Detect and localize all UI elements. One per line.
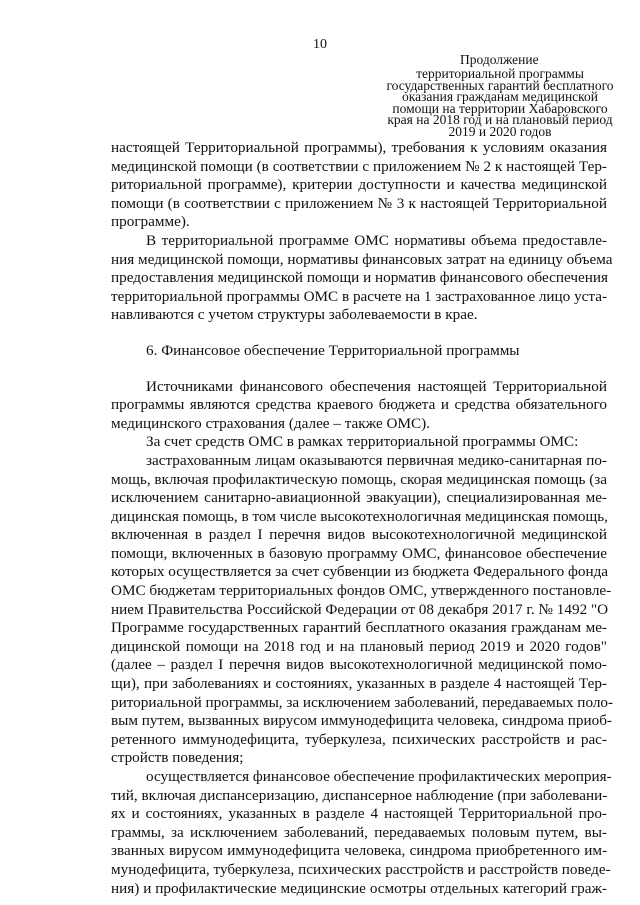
document-header — [380, 68, 620, 137]
text-line: которых осуществляется за счет субвенции из бюджета Федерального фонда — [111, 563, 609, 581]
header-line: 2019 и 2020 годов — [448, 123, 552, 139]
header-line: оказания гражданам медицинской — [401, 89, 599, 104]
text-line: вым путем, вызванных вирусом иммунодефицита человека, синдрома приоб- — [111, 712, 612, 730]
paragraph-gap — [111, 361, 607, 378]
text-line: званных вирусом иммунодефицита человека, синдрома приобретенного им- — [111, 842, 607, 860]
text-line: осуществляется финансовое обеспечение профилактических мероприя- — [146, 768, 612, 785]
text-line: ях и состояниях, указанных в разделе 4 настоящей Территориальной про- — [111, 805, 607, 823]
section-heading: 6. Финансовое обеспечение Территориальной программы — [146, 341, 520, 359]
text-line: дицинской помощи на 2018 год и на плановый период 2019 и 2020 годов" — [111, 637, 607, 655]
page-number: 10 — [313, 37, 327, 52]
text-line: программе). — [111, 213, 190, 231]
text-line: нием Правительства Российской Федерации от 08 декабря 2017 г. № 1492 "О — [111, 600, 609, 618]
text-line: За счет средств ОМС в рамках территориальной программы ОМС: — [146, 433, 579, 451]
text-line: мунодефицита, туберкулеза, психических расстройств и расстройств поведе- — [111, 860, 611, 878]
header-line: территориальной программы — [416, 66, 584, 81]
text-line: настоящей Территориальной программы), требования к условиям оказания — [111, 139, 607, 156]
text-line: помощи (в соответствии с приложением № 3 к настоящей Территориальной — [111, 194, 607, 212]
text-line: застрахованным лицам оказываются первичная медико-санитарная по- — [146, 451, 607, 469]
text-line: медицинской помощи (в соответствии с приложением № 2 к настоящей Тер- — [111, 157, 607, 175]
text-line: стройств поведения; — [111, 749, 244, 767]
header-line: помощи на территории Хабаровского — [392, 100, 608, 116]
body-text — [111, 139, 614, 898]
text-line: граммы, за исключением заболеваний, передаваемых половым путем, вы- — [111, 823, 607, 841]
header-continuation: Продолжение — [460, 52, 539, 67]
text-line: Программе государственных гарантий бесплатного оказания гражданам ме- — [111, 619, 607, 637]
text-line: медицинского страхования (далее – также ОМС). — [111, 414, 430, 432]
text-line: включенная в раздел I перечня видов высокотехнологичной медицинской — [111, 526, 607, 544]
text-line: дицинская помощь, в том числе высокотехнологичная медицинская помощь, — [111, 507, 608, 525]
text-line: предоставления медицинской помощи и норматив финансового обеспечения — [111, 269, 608, 287]
text-line: мощь, включая профилактическую помощь, скорая медицинская помощь (за — [111, 470, 607, 488]
text-line: риториальной программе), критерии доступности и качества медицинской — [111, 176, 607, 194]
text-line: навливаются с учетом структуры заболеваемости в крае. — [111, 306, 478, 324]
text-line: риториальной программы, за исключением заболеваний, передаваемых поло- — [111, 693, 614, 711]
text-line: ния) и профилактические медицинские осмотры отдельных категорий граж- — [111, 879, 607, 897]
paragraph-gap — [111, 325, 607, 342]
text-line: щи), при заболеваниях и состояниях, указанных в разделе 4 настоящей Тер- — [111, 675, 607, 693]
text-line: программы являются средства краевого бюджета и средства обязательного — [111, 396, 607, 414]
text-line: Источниками финансового обеспечения настоящей Территориальной — [146, 377, 607, 395]
text-line: тий, включая диспансеризацию, диспансерное наблюдение (при заболевани- — [111, 786, 608, 804]
header-line: государственных гарантий бесплатного — [386, 77, 614, 93]
text-line: ния медицинской помощи, нормативы финансовых затрат на единицу объема — [111, 250, 613, 268]
text-line: территориальной программы ОМС в расчете на 1 застрахованное лицо уста- — [111, 287, 608, 305]
text-line: В территориальной программе ОМС нормативы объема предоставле- — [146, 231, 607, 249]
text-line: исключением санитарно-авиационной эвакуации), специализированная ме- — [111, 489, 607, 507]
text-line: ОМС бюджетам территориальных фондов ОМС, утвержденного постановле- — [111, 582, 612, 600]
text-line: (далее – раздел I перечня видов высокотехнологичной медицинской помо- — [111, 656, 607, 674]
text-line: помощи, включенных в базовую программу ОМС, финансовое обеспечение — [111, 544, 607, 562]
text-line: ретенного иммунодефицита, туберкулеза, психических расстройств и рас- — [111, 730, 607, 748]
header-line: края на 2018 год и на плановый период — [387, 112, 613, 127]
